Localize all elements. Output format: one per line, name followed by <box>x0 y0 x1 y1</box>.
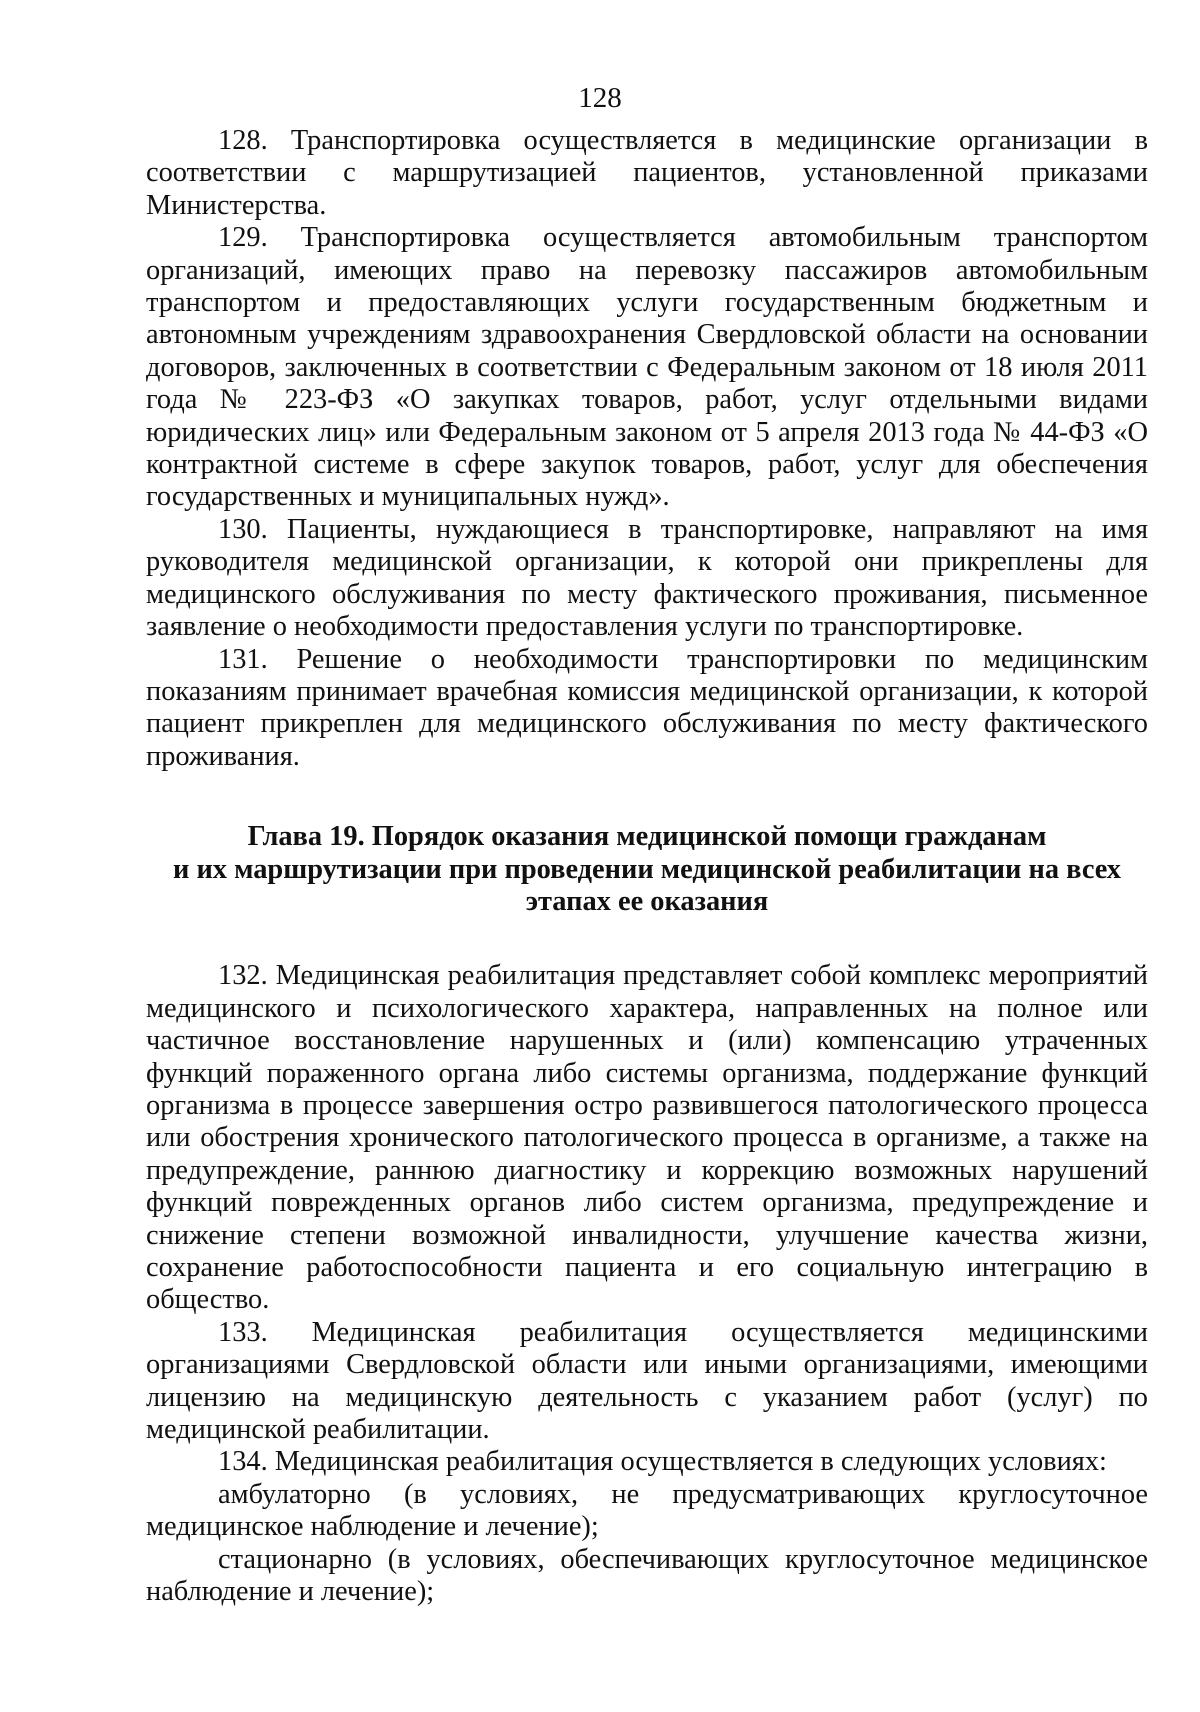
paragraph-128: 128. Транспортировка осуществляется в медицинские организации в соответствии с маршрутизацией пациентов, установленной приказами Министерства. <box>146 125 1148 221</box>
chapter-heading <box>146 821 1148 918</box>
paragraph-134: 134. Медицинская реабилитация осуществляется в следующих условиях: <box>218 1446 1107 1478</box>
list-item-inpatient: стационарно (в условиях, обеспечивающих круглосуточное медицинское наблюдение и лечение); <box>146 1543 1148 1608</box>
paragraph-133: 133. Медицинская реабилитация осуществляется медицинскими организациями Свердловской области или иными организациями, имеющими лицензию на медицинскую деятельность с указанием работ (услуг) по медицинской реабилитации. <box>146 1316 1148 1446</box>
paragraph-129: 129. Транспортировка осуществляется автомобильным транспортом организаций, имеющих право на перевозку пассажиров автомобильным транспортом и предоставляющих услуги государственным бюджетным и автономным учреждениям здравоохранения Свердловской области на основании договоров, заключенных в соответствии с Федеральным законом от 18 июля 2011 года № 223-ФЗ «О закупках товаров, работ, услуг отдельными видами юридических лиц» или Федеральным законом от 5 апреля 2013 года № 44-ФЗ «О контрактной системе в сфере закупок товаров, работ, услуг для обеспечения государственных и муниципальных нужд». <box>146 222 1148 513</box>
page-number: 128 <box>578 82 622 114</box>
chapter-heading-line: и их маршрутизации при проведении медицинской реабилитации на всех <box>172 853 1121 885</box>
list-item-outpatient: амбулаторно (в условиях, не предусматривающих круглосуточное медицинское наблюдение и лечение); <box>146 1478 1148 1543</box>
chapter-heading-line: Глава 19. Порядок оказания медицинской помощи гражданам <box>247 821 1047 853</box>
document-body <box>146 125 1148 1608</box>
chapter-heading-line: этапах ее оказания <box>525 885 769 917</box>
paragraph-132: 132. Медицинская реабилитация представляет собой комплекс мероприятий медицинского и психологического характера, направленных на полное или частичное восстановление нарушенных и (или) компенсацию утраченных функций пораженного органа либо системы организма, поддержание функций организма в процессе завершения остро развившегося патологического процесса или обострения хронического патологического процесса в организме, а также на предупреждение, раннюю диагностику и коррекцию возможных нарушений функций поврежденных органов либо систем организма, предупреждение и снижение степени возможной инвалидности, улучшение качества жизни, сохранение работоспособности пациента и его социальную интеграцию в общество. <box>146 960 1148 1316</box>
paragraph-130: 130. Пациенты, нуждающиеся в транспортировке, направляют на имя руководителя медицинской организации, к которой они прикреплены для медицинского обслуживания по месту фактического проживания, письменное заявление о необходимости предоставления услуги по транспортировке. <box>146 513 1148 643</box>
paragraph-131: 131. Решение о необходимости транспортировки по медицинским показаниям принимает врачебная комиссия медицинской организации, к которой пациент прикреплен для медицинского обслуживания по месту фактического проживания. <box>146 643 1148 772</box>
